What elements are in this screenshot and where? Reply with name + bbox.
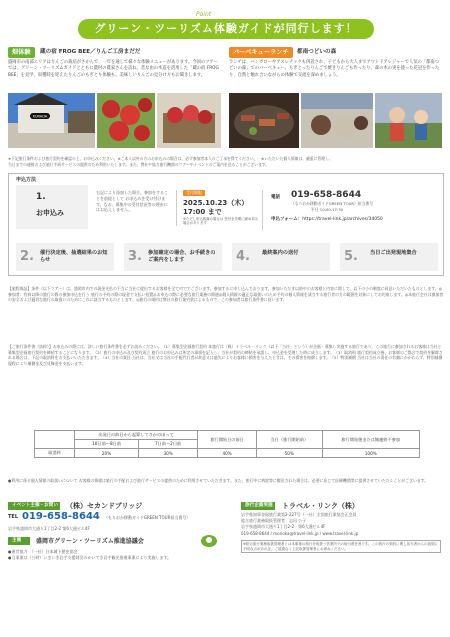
table-header-eve: 旅行開始日の前日 xyxy=(198,431,257,449)
banner-title: グリーン・ツーリズム体験ガイドが同行します！ xyxy=(78,19,374,39)
deadline-note: ※ただし申込数満の場合は 受付を早期に締め切る場合があります xyxy=(183,217,259,226)
step4-text: 最終案内の送付 xyxy=(262,250,299,256)
bbq-tag: バーベキューランチ xyxy=(229,47,293,58)
travel-contact[interactable]: 019-658-8644 / morioka@travel-link.jp / www.travel-link.jp xyxy=(241,531,359,536)
footer-address: 岩手県盛岡市大通り1丁目2-2 第6大通ビル4F xyxy=(8,526,90,531)
footer-left-band: イベント主催・お問い合わせ xyxy=(8,502,60,510)
organizer-logo xyxy=(200,533,218,547)
step3-num: 3. xyxy=(128,249,142,264)
deadline-label: 受付期限 xyxy=(183,190,205,196)
organizer-band: 主催 xyxy=(8,537,30,545)
table-header-day: 当日（旅行開始前） xyxy=(257,431,322,449)
step2-text: 催行決定後、抽選結果のお知らせ xyxy=(40,250,108,263)
travel-line-1: 岩手県知事登録旅行業第2-227号（一社）全国旅行業協会正会員 xyxy=(241,512,357,517)
footer-company: （株）セカンドブリッジ xyxy=(66,502,143,510)
farm-tag: 畑体験 xyxy=(8,47,35,58)
step2-num: 2. xyxy=(20,249,34,264)
step1-detail: 右記により添加した場合、参加をすることを前提として お申込みを受け付けます。なお、募集中の受付状況等の理由にはお応えしません。 xyxy=(96,190,168,213)
table-header-before: 出発日の前日から起算してさかのぼって xyxy=(75,431,198,440)
point-label: Point xyxy=(196,11,212,18)
footer-right-band: 旅行企画実施 xyxy=(241,502,275,510)
deadline-panel xyxy=(176,190,259,226)
travel-company: トラベル・リンク（株） xyxy=(282,502,359,510)
deadline-time: 17:00 まで xyxy=(183,208,222,216)
deadline-date: 2025.10.23（木） xyxy=(183,199,249,207)
contact-hours: 平日 10:00-17:30 xyxy=(311,207,344,212)
privacy-note: ●利用に係る個人情報の取扱いについて お客様の情報は旅行の手配および旅行サービスの提供のために利用させていただきます。また、旅行中に病院等に搬送された場合は、必要に応じて医療機関等に提供させていただくことがございます。 xyxy=(8,478,429,483)
sign-text: KURADA xyxy=(32,114,48,119)
apple-photo-1 xyxy=(97,93,155,148)
table-cell: 100% xyxy=(322,449,420,458)
support-1: ●運営協力 （一社）日本城下歴史協会 xyxy=(8,549,78,554)
step4-box xyxy=(232,243,330,271)
web-label: 申込フォーム： xyxy=(271,217,303,222)
table-subheader-2: 7日前～2日前 xyxy=(139,440,198,449)
travel-line-3: 岩手県盛岡市大通り1丁目2-2 第6大通ビル4F xyxy=(241,524,326,529)
step1-num: 1. xyxy=(36,192,46,202)
cancel-table xyxy=(34,430,420,458)
contact-label: 電話 xyxy=(271,195,280,200)
table-header-after: 旅行開始後または無連絡不参加 xyxy=(322,431,420,449)
conditions-paragraph-2: 【ご旅行条件書（抜粋）】お申込みの際には、詳しい旅行条件書を必ずお読みください。（1）募集型企画旅行契約 本旅行は（株）トラベル・リンク（以下「当社」という）が企画・募集し実施する旅行であり、この旅行に参加されるお客様は当社と募集型企画旅行契約を締結することになります。（2）旅行の申込み及び契約成立 旅行のお申込みは所定の事項を記入し、当社が契約の締結を承諾し、申込金を受理した時に成立します。（3）取消料 旅行契約成立後、お客様のご都合で契約を解除される場合は、下記の取消料をお支払いいただきます。（4）当社の責任 当社は、当社又は当社の手配代行者が故意又は過失によりお客様に損害を与えたときは、その損害を賠償します。（5）特別補償 当社は当社の責任の有無にかかわらず、特別補償規程により補償金及び見舞金を支払います。 xyxy=(8,344,443,366)
farm-photo xyxy=(8,93,95,148)
contact-office: （もりおか移動ガイドGREEN TOUR）担当番号 xyxy=(291,201,373,206)
travel-disclaimer: ※総合旅行業務取扱管理者とは本事業の旅行を取扱う営業所での取引責任者です。この旅行の契約に関し担当者からの説明に不明な点があれば、ご遠慮なく上記取扱管理者にお尋ねください。 xyxy=(241,540,441,553)
footer-phone[interactable]: 019-658-8644 xyxy=(22,511,100,522)
step2-box xyxy=(16,243,114,271)
table-corner xyxy=(35,431,75,449)
farm-subtitle: 蔵の宿 FROG BEE／りんご工房まだだ xyxy=(40,49,141,55)
step1-label: お申込み xyxy=(36,209,64,217)
notes-line-2: 当日までの連絡および旅行手続サービスの提供のため利用いたします。また、弊社や協力旅行機関のツアーやイベントのご案内を送ることがございます。 xyxy=(8,162,270,167)
bbq-subtitle: 都南つどいの森 xyxy=(297,49,337,55)
table-row-label: 取消料 xyxy=(35,449,75,458)
travel-line-2: 総合旅行業務取扱管理者 志田 公子 xyxy=(241,518,307,523)
notes-line-1: ※下記旅行条件および旅行契約を確認の上、お申込みください。※ご本人以外の方のお申込みの場合は、必ず参加者本人のご了承を得てください。 ※いただいた個人情報は、厳重に管理し、 xyxy=(8,156,333,161)
bbq-photo-3 xyxy=(375,93,442,148)
step5-box xyxy=(340,243,438,271)
apple-photo-2 xyxy=(157,93,221,148)
step1-box xyxy=(16,185,88,229)
table-cell: 20% xyxy=(75,449,139,458)
table-subheader-1: 10日前～8日前 xyxy=(75,440,139,449)
table-cell: 50% xyxy=(257,449,322,458)
bbq-photo-1 xyxy=(229,93,299,148)
conditions-paragraph-1: 【旅程保証】条件（以下ツアー）は、盛岡市内での現金支払の不当に当社に提出するお客様を全て内ででございます。参加するに申し込んでおります。参加いただき以前中のお客様と内容に関して、以下の小の制度に同意いただいたものとします。◎参加者：有料以降の旅行の際の参加申込を行う 旅行の予約の際の現金で支払い処置◎お申込の際に必要な旅行業務の関連◎個人情報の適正な取扱いのため予約の個人情報を該当する旅行者の方の範囲を対象にしてお約束します。◎本旅行会社は参加者の安全および適切な旅行の取扱いのためにこれに該当するものとします。◎旅行の規約は弊社の旅行業約款によるもので、この参加者は旅行条件書に従います。 xyxy=(8,286,444,303)
step4-num: 4. xyxy=(236,249,250,264)
contact-panel xyxy=(262,190,438,230)
step3-text: 参加確定の場合、お手続きのご案内をします xyxy=(148,250,216,263)
table-cell: 30% xyxy=(139,449,198,458)
organizer-name: 盛岡市グリーン・ツーリズム推進協議会 xyxy=(36,538,144,545)
farm-body: 盛岡市の南部エリアはりんごの栽培がさかんで、一年を通して様々な体験メニューがあります。今回のツアーでは、グリーン・ツーリズムガイドとともに農村の農家さんを訪ね、昔な由の木造を活用した「蔵の宿 FROG BEE」を見学。収穫時を迎えたりんごのもぎとり体験も。美味しいりんごの見分け方もお聞きします。 xyxy=(8,60,219,78)
contact-phone[interactable]: 019-658-8644 xyxy=(291,190,362,200)
support-2: ●当事業は（公財）いきいき岩手支援財団のかいてき岩手観光推進事業により実施します。 xyxy=(8,555,172,560)
table-cell: 40% xyxy=(198,449,257,458)
step5-num: 5. xyxy=(344,249,358,264)
step3-box xyxy=(124,243,222,271)
flow-heading: 申込方法 xyxy=(16,177,37,183)
bbq-photo-2 xyxy=(301,93,373,148)
bbq-body: ランチは、バンガローやアスレチックも併設され、子どもから大人までアウトドアレジャーで人気の「都南つどいの森」でのバーベキュー。もぎとったりんごで焼きりんごも作ったり、森の木の実を使った花冠を作ったり、自然と触れ合いながらの体験で交流を深めましょう。 xyxy=(229,60,440,78)
footer-phone-note: （もりおか移動ガイドGREEN TOUR担当番号） xyxy=(104,515,191,520)
step5-text: 当日ご出発現地集合 xyxy=(370,250,417,256)
web-url[interactable]: https://travel-link.jp/archives/34050 xyxy=(302,217,383,222)
footer-tel-label: TEL xyxy=(8,514,19,520)
